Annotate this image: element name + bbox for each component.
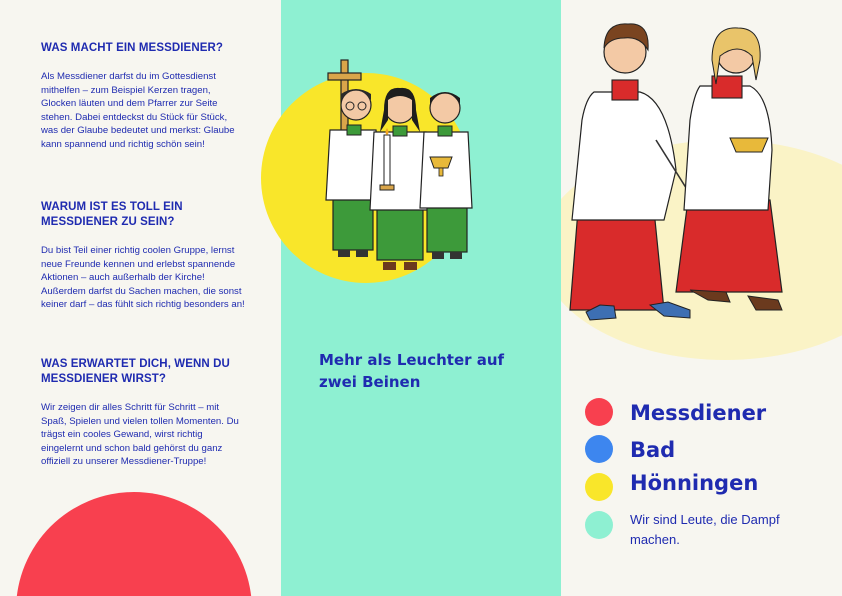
dot-blue-icon [585, 435, 613, 463]
section-body: Du bist Teil einer richtig coolen Gruppe, lernst neue Freunde kennen und erlebst spannende Aktionen – auch außerhalb der Kirche! Außerdem darfst du Sachen machen, die sonst keiner darf – das fühlt sich richtig besonders an! [41, 245, 245, 311]
slogan: Wir sind Leute, die Dampf machen. [630, 512, 780, 547]
section-body: Wir zeigen dir alles Schritt für Schritt – mit Spaß, Spielen und vielen tollen Momenten. Du trägst ein cooles Gewand, wirst richtig eingelernt und schon bald gehörst du ganz offiziell zu unserer Messdiener-Truppe! [41, 402, 239, 468]
tagline: Mehr als Leuchter auf zwei Beinen [319, 351, 505, 391]
dot-red-icon [585, 398, 613, 426]
section-body: Als Messdiener darfst du im Gottesdienst mithelfen – zum Beispiel Kerzen tragen, Glocken läuten und dem Pfarrer zur Seite stehen. Dabei entdeckst du Stück für Stück, was der Glaube bedeutet und merkst: Glaube kann spannend und richtig schön sein! [41, 71, 235, 150]
dot-mint-icon [585, 511, 613, 539]
title-line-1: Messdiener [630, 401, 767, 425]
section-heading: WAS MACHT EIN MESSDIENER? [41, 42, 224, 54]
title-line-3: Hönningen [630, 471, 759, 495]
section-heading: WAS ERWARTET DICH, WENN DU MESSDIENER WIRST? [41, 358, 230, 385]
section-heading: WARUM IST ES TOLL EIN MESSDIENER ZU SEIN? [41, 201, 183, 228]
altar-server-girl [676, 28, 782, 310]
dot-yellow-icon [585, 473, 613, 501]
title-line-2: Bad [630, 438, 676, 462]
